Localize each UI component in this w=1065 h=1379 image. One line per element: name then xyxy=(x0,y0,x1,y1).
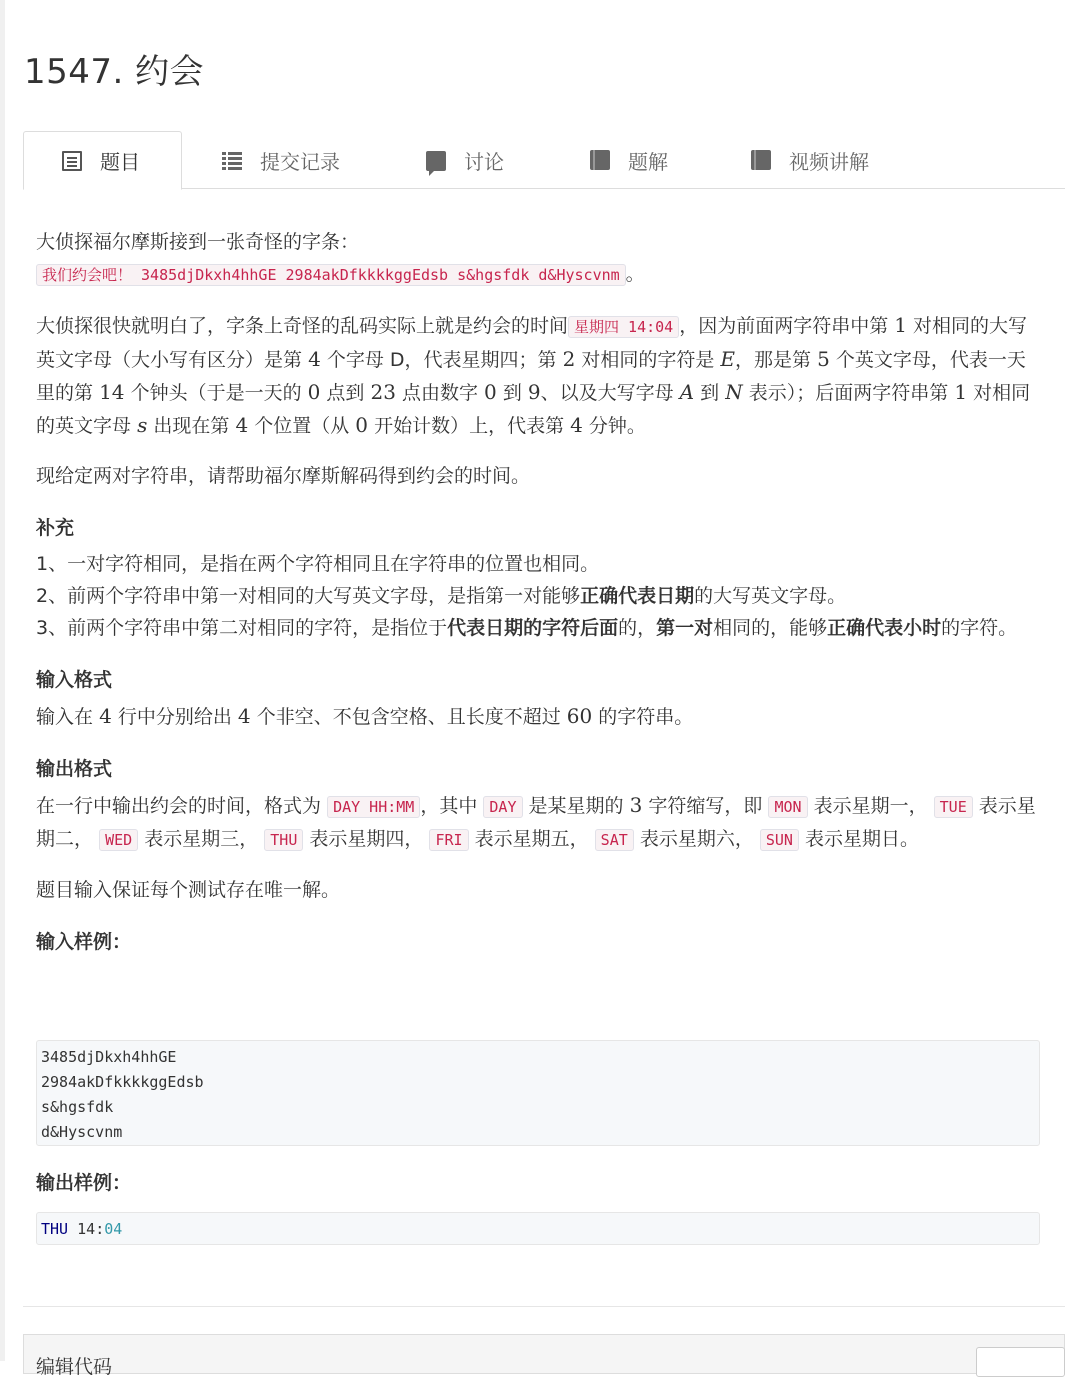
text: 表示星期四， xyxy=(309,828,424,850)
inline-code: THU xyxy=(264,829,303,851)
code-token: : xyxy=(95,1220,105,1238)
tab-label: 讨论 xyxy=(464,149,504,174)
math: 1 xyxy=(954,380,968,404)
page-title: 1547. 约会 xyxy=(24,52,205,92)
text: ，因为前面两字符串中第 xyxy=(679,315,889,337)
section-heading: 输出格式 xyxy=(36,758,113,780)
left-edge xyxy=(0,0,5,1361)
math: 1 xyxy=(894,313,907,337)
text: 大侦探很快就明白了，字条上奇怪的乱码实际上就是约会的时间 xyxy=(36,315,569,337)
text: ，其中 xyxy=(420,795,478,817)
text: 的大写英文字母。 xyxy=(694,585,847,607)
text: 字符缩写，即 xyxy=(648,795,763,817)
sample-input-block[interactable] xyxy=(36,1040,1040,1146)
text: 行中分别给出 xyxy=(117,706,232,728)
math: 2 xyxy=(562,347,576,371)
tab-bar xyxy=(23,131,1065,189)
text: 分钟。 xyxy=(588,415,646,437)
text: 对相同的字符是 xyxy=(581,349,715,371)
inline-code: 我们约会吧！ 3485djDkxh4hhGE 2984akDfkkkkggEdsb s&hgsfdk d&Hyscvnm xyxy=(36,264,626,286)
supplement-item-3 xyxy=(36,612,1040,644)
math: 4 xyxy=(235,413,249,437)
text: 表示星期六， xyxy=(639,828,754,850)
inline-code: DAY HH:MM xyxy=(327,796,420,818)
math: 4 xyxy=(570,413,583,437)
inline-code: 星期四 14:04 xyxy=(568,316,679,338)
editor-panel-header xyxy=(23,1334,1065,1374)
tab-label: 提交记录 xyxy=(260,149,340,174)
code-token: THU xyxy=(41,1220,69,1238)
text: 个钟头（于是一天的 xyxy=(130,382,302,404)
math: 60 xyxy=(566,704,593,728)
text: 。 xyxy=(625,263,645,285)
text: 在一行中输出约会的时间，格式为 xyxy=(36,795,322,817)
bold-text: 正确代表日期 xyxy=(580,585,695,607)
editor-panel-label: 编辑代码 xyxy=(36,1356,113,1378)
inline-code: FRI xyxy=(429,829,468,851)
code-line: 2984akDfkkkkggEdsb xyxy=(41,1073,204,1091)
tab-label: 题解 xyxy=(628,149,668,174)
tab-label: 视频讲解 xyxy=(789,149,869,174)
section-heading: 输出样例： xyxy=(36,1172,132,1194)
text: 表示星期三， xyxy=(144,828,259,850)
inline-code: MON xyxy=(768,796,807,818)
text: 个位置（从 xyxy=(254,415,350,437)
inline-code: WED xyxy=(99,829,138,851)
book-icon xyxy=(751,150,771,170)
text: 是某星期的 xyxy=(528,795,624,817)
inline-code: DAY xyxy=(483,796,522,818)
inline-code: TUE xyxy=(934,796,973,818)
text: 个字母 D，代表星期四；第 xyxy=(326,349,557,371)
text: 3、前两个字符串中第二对相同的字符，是指位于 xyxy=(36,617,448,639)
math: 0 xyxy=(355,413,369,437)
math: 0 xyxy=(484,380,497,404)
text: 对相同的大写英文字母（大小写有区分）是第 xyxy=(36,315,1028,371)
math: 5 xyxy=(817,347,830,371)
math: 14 xyxy=(99,380,125,404)
tab-label: 题目 xyxy=(100,150,140,174)
guarantee-text: 题目输入保证每个测试存在唯一解。 xyxy=(36,879,341,901)
math: 9 xyxy=(527,380,541,404)
tab-problem[interactable] xyxy=(23,131,182,190)
text: 2、前两个字符串中第一对相同的大写英文字母，是指第一对能够 xyxy=(36,585,581,607)
text: ，那是第 xyxy=(735,349,812,371)
tab-submissions[interactable] xyxy=(184,131,364,189)
math: N xyxy=(725,380,743,404)
book-icon xyxy=(590,150,610,170)
paragraph-intro xyxy=(36,226,1040,291)
problem-content xyxy=(36,226,1040,958)
section-heading: 输入样例： xyxy=(36,931,132,953)
text: 相同的，能够 xyxy=(713,617,828,639)
text: 的字符串。 xyxy=(598,706,694,728)
text: 表示星期五， xyxy=(474,828,589,850)
text: 表示星期日。 xyxy=(805,828,920,850)
code-token: 04 xyxy=(104,1220,123,1238)
text: 大侦探福尔摩斯接到一张奇怪的字条： xyxy=(36,231,360,253)
code-line: s&hgsfdk xyxy=(41,1098,114,1116)
bold-text: 正确代表小时 xyxy=(827,617,942,639)
code-line: 3485djDkxh4hhGE xyxy=(41,1048,177,1066)
math: E xyxy=(720,347,736,371)
tab-solutions[interactable] xyxy=(552,131,692,189)
text: 点到 xyxy=(326,382,365,404)
input-format-text xyxy=(36,700,1040,733)
math: 3 xyxy=(629,793,643,817)
text: 表示星期一， xyxy=(813,795,928,817)
inline-code: SAT xyxy=(595,829,634,851)
math: 4 xyxy=(308,347,321,371)
math: 23 xyxy=(370,380,396,404)
code-line: d&Hyscvnm xyxy=(41,1123,123,1141)
text: 表示星期二， xyxy=(36,795,1036,850)
text: 个英文字母，代表一天里的第 xyxy=(36,349,1026,404)
doc-icon xyxy=(62,151,82,171)
math: 4 xyxy=(99,704,112,728)
tab-discussion[interactable] xyxy=(388,131,528,189)
supplement-item-2 xyxy=(36,580,1040,612)
text: 开始计数）上，代表第 xyxy=(374,415,565,437)
section-heading: 补充 xyxy=(36,517,75,539)
math: s xyxy=(137,413,148,437)
text: 的字符。 xyxy=(941,617,1018,639)
text: 到 xyxy=(700,382,720,404)
section-heading: 输入格式 xyxy=(36,669,113,691)
sample-output-block[interactable] xyxy=(36,1212,1040,1245)
bold-text: 第一对 xyxy=(656,617,714,639)
paragraph-task: 现给定两对字符串，请帮助福尔摩斯解码得到约会的时间。 xyxy=(36,465,531,487)
text: 出现在第 xyxy=(153,415,230,437)
tab-video[interactable] xyxy=(713,131,893,189)
paragraph-explanation xyxy=(36,309,1040,442)
text: 输入在 xyxy=(36,706,94,728)
chat-icon xyxy=(426,151,446,171)
math: A xyxy=(679,380,695,404)
divider xyxy=(23,1306,1065,1307)
output-format-text xyxy=(36,789,1040,856)
text: 表示）；后面两字符串第 xyxy=(748,382,949,404)
list-icon xyxy=(222,150,242,170)
bold-text: 代表日期的字符后面 xyxy=(447,617,619,639)
code-token: 14 xyxy=(77,1220,96,1238)
editor-panel-button[interactable] xyxy=(976,1347,1065,1377)
inline-code: SUN xyxy=(760,829,799,851)
text: 、以及大写字母 xyxy=(540,382,674,404)
text: 点由数字 xyxy=(401,382,478,404)
text: 到 xyxy=(502,382,522,404)
math: 0 xyxy=(307,380,321,404)
text: 的， xyxy=(618,617,657,639)
text: 对相同的英文字母 xyxy=(36,382,1031,437)
text: 个非空、不包含空格、且长度不超过 xyxy=(256,706,561,728)
supplement-item-1: 1、一对字符相同，是指在两个字符相同且在字符串的位置也相同。 xyxy=(36,553,600,575)
math: 4 xyxy=(237,704,251,728)
